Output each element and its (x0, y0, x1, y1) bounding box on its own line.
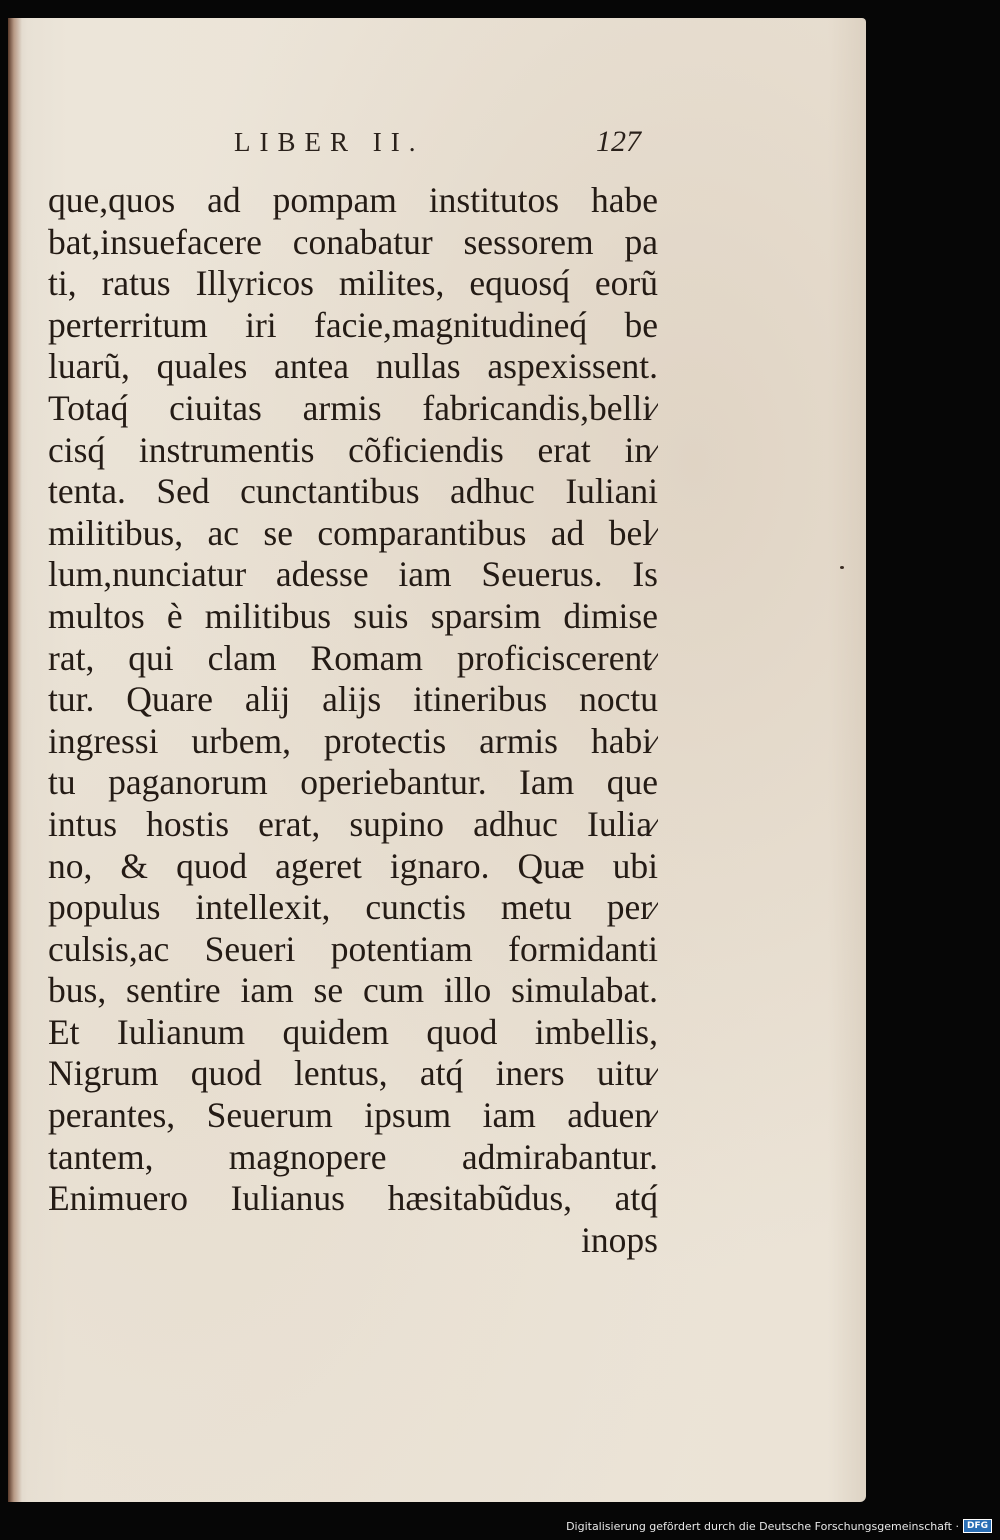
text-line: perterritum iri facie,magnitudineq́ be (48, 304, 658, 345)
book-page (8, 18, 866, 1502)
text-line: bus, sentire iam se cum illo simulabat. (48, 970, 658, 1011)
text-line: no, & quod ageret ignaro. Quæ ubi (48, 845, 658, 886)
page-gutter (8, 18, 22, 1502)
text-line: luarũ, quales antea nullas aspexissent. (48, 346, 658, 387)
dfg-logo: DFG (963, 1519, 992, 1533)
text-line: Totaq́ ciuitas armis fabricandis,belli⁄ (48, 387, 658, 428)
running-title: LIBER II. (234, 127, 425, 157)
text-line: culsis,ac Seueri potentiam formidanti (48, 928, 658, 969)
text-line: Nigrum quod lentus, atq́ iners uitu⁄ (48, 1053, 658, 1094)
text-line: tantem, magnopere admirabantur. (48, 1136, 658, 1177)
text-block (48, 180, 658, 1261)
text-line: rat, qui clam Romam proficiscerent⁄ (48, 637, 658, 678)
catchword: inops (581, 1219, 658, 1260)
digitization-footer (566, 1516, 992, 1536)
page-number: 127 (596, 125, 641, 158)
text-line: que,quos ad pompam institutos habe (48, 180, 658, 220)
paper-speck (840, 566, 844, 569)
text-line: Et Iulianum quidem quod imbellis, (48, 1011, 658, 1052)
text-line: militibus, ac se comparantibus ad bel⁄ (48, 512, 658, 553)
text-line: ingressi urbem, protectis armis habi⁄ (48, 720, 658, 761)
funding-note: Digitalisierung gefördert durch die Deutsche Forschungsgemeinschaft · (566, 1519, 959, 1533)
text-line: ti, ratus Illyricos milites, equosq́ eorũ (48, 263, 658, 304)
text-line: cisq́ instrumentis cõficiendis erat in⁄ (48, 429, 658, 470)
text-line: perantes, Seuerum ipsum iam aduen⁄ (48, 1095, 658, 1136)
text-line: bat,insuefacere conabatur sessorem pa (48, 221, 658, 262)
running-head (48, 122, 648, 162)
text-line: Enimuero Iulianus hæsitabũdus, atq́ (48, 1178, 658, 1219)
text-line: multos è militibus suis sparsim dimise (48, 595, 658, 636)
text-line: lum,nunciatur adesse iam Seuerus. Is (48, 554, 658, 595)
text-line: populus intellexit, cunctis metu per⁄ (48, 887, 658, 928)
text-line: tu paganorum operiebantur. Iam que (48, 762, 658, 803)
text-line: intus hostis erat, supino adhuc Iulia⁄ (48, 803, 658, 844)
text-line: tur. Quare alij alijs itineribus noctu (48, 679, 658, 720)
text-line: tenta. Sed cunctantibus adhuc Iuliani (48, 471, 658, 512)
